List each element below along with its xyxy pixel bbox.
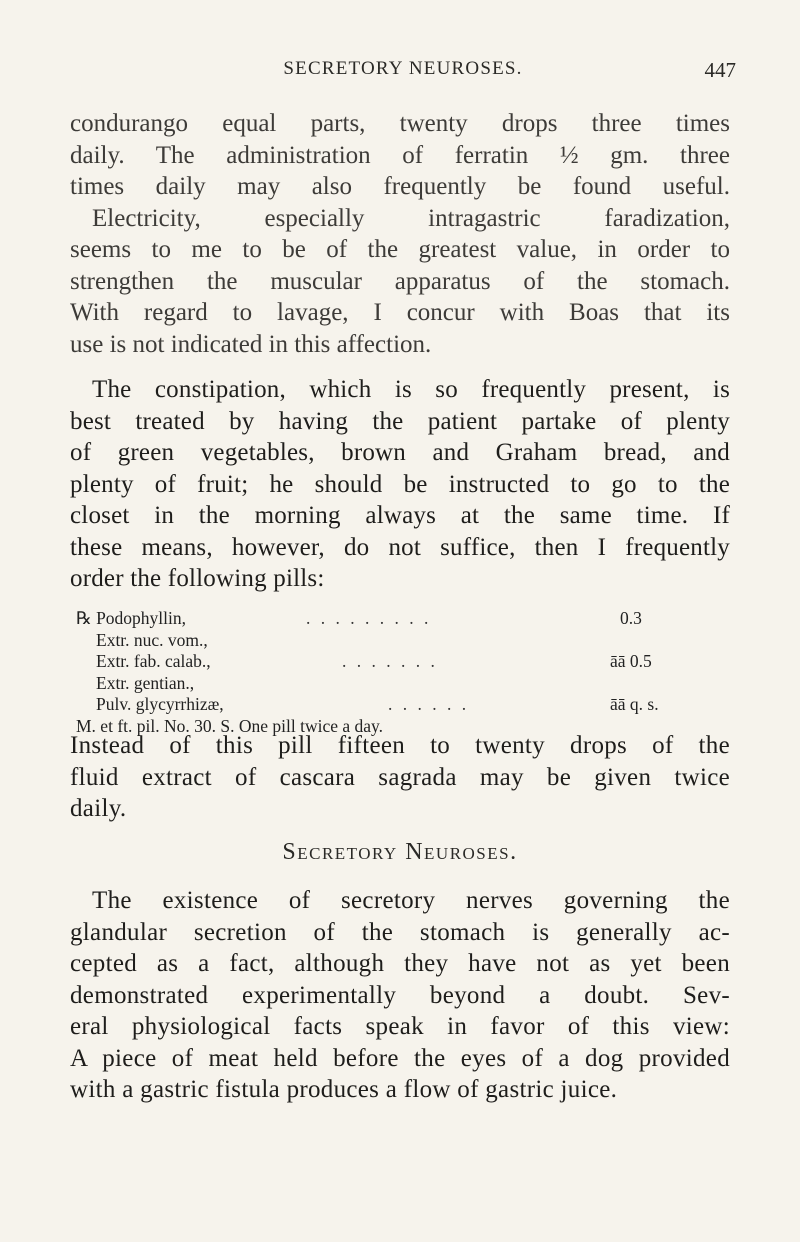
text-line: strengthen the muscular apparatus of the stomach. — [70, 267, 730, 295]
text-line: seems to me to be of the greatest value, in order to — [70, 236, 730, 263]
text-line: fluid extract of cascara sagrada may be given twice — [70, 763, 730, 791]
prescription-ingredient: Extr. nuc. vom., — [96, 629, 208, 650]
text-line: of green vegetables, brown and Graham bread, and — [70, 439, 730, 466]
text-line: The constipation, which is so frequently present, is — [92, 376, 730, 403]
text-line: eral physiological facts speak in favor of this view: — [70, 1013, 730, 1040]
prescription-quantity: āā q. s. — [610, 694, 659, 714]
prescription-ingredient: Extr. gentian., — [96, 672, 195, 693]
text-line: A piece of meat held before the eyes of a dog provided — [70, 1044, 730, 1072]
text-line: Instead of this pill fifteen to twenty drops of the — [70, 732, 730, 759]
text-line: order the following pills: — [70, 565, 325, 592]
text-line: demonstrated experimentally beyond a doubt. Sev- — [70, 981, 730, 1009]
text-line: with a gastric fistula produces a flow of gastric juice. — [70, 1076, 618, 1103]
text-line: glandular secretion of the stomach is generally ac- — [70, 918, 730, 946]
paragraph-4 — [70, 885, 730, 1106]
prescription-ingredient: ℞ Podophyllin, — [76, 608, 187, 628]
text-line: Electricity, especially intragastric faradization, — [92, 204, 730, 232]
text-line: The existence of secretory nerves governing the — [92, 887, 730, 914]
text-line: these means, however, do not suffice, then I frequently — [70, 533, 730, 561]
section-heading: Secretory Neuroses. — [282, 839, 518, 865]
text-line: closet in the morning always at the same time. If — [70, 502, 730, 529]
paragraph-2 — [70, 374, 730, 595]
prescription-row — [76, 630, 656, 652]
text-line: use is not indicated in this affection. — [70, 330, 432, 358]
page-number: 447 — [704, 58, 736, 82]
prescription-row — [76, 651, 656, 673]
prescription — [76, 608, 659, 737]
prescription-ingredient: Pulv. glycyrrhizæ, — [96, 694, 224, 714]
leader-dots: . . . . . . . — [342, 651, 438, 671]
prescription-row — [76, 694, 659, 716]
leader-dots: . . . . . . . . . — [306, 608, 432, 628]
prescription-quantity: 0.3 — [620, 608, 642, 628]
text-line: best treated by having the patient partake of plenty — [70, 407, 730, 435]
paragraph-1 — [70, 108, 730, 360]
prescription-row — [76, 608, 656, 630]
paragraph-3 — [70, 730, 730, 825]
prescription-ingredient: Extr. fab. calab., — [96, 651, 211, 671]
leader-dots: . . . . . . — [388, 694, 470, 714]
text-line: daily. The administration of ferratin ½ gm. three — [70, 141, 730, 169]
running-title: SECRETORY NEUROSES. — [283, 58, 523, 79]
text-line: times daily may also frequently be found useful. — [70, 173, 730, 200]
running-head — [70, 58, 736, 86]
text-line: plenty of fruit; he should be instructed to go to the — [70, 470, 730, 498]
text-line: cepted as a fact, although they have not as yet been — [70, 950, 730, 977]
text-line: With regard to lavage, I concur with Boas that its — [70, 299, 730, 326]
text-line: daily. — [70, 795, 127, 822]
prescription-signature: M. et ft. pil. No. 30. S. One pill twice a day. — [76, 715, 384, 736]
prescription-row — [76, 673, 656, 695]
prescription-quantity: āā 0.5 — [610, 651, 652, 671]
text-line: condurango equal parts, twenty drops three times — [70, 110, 730, 137]
